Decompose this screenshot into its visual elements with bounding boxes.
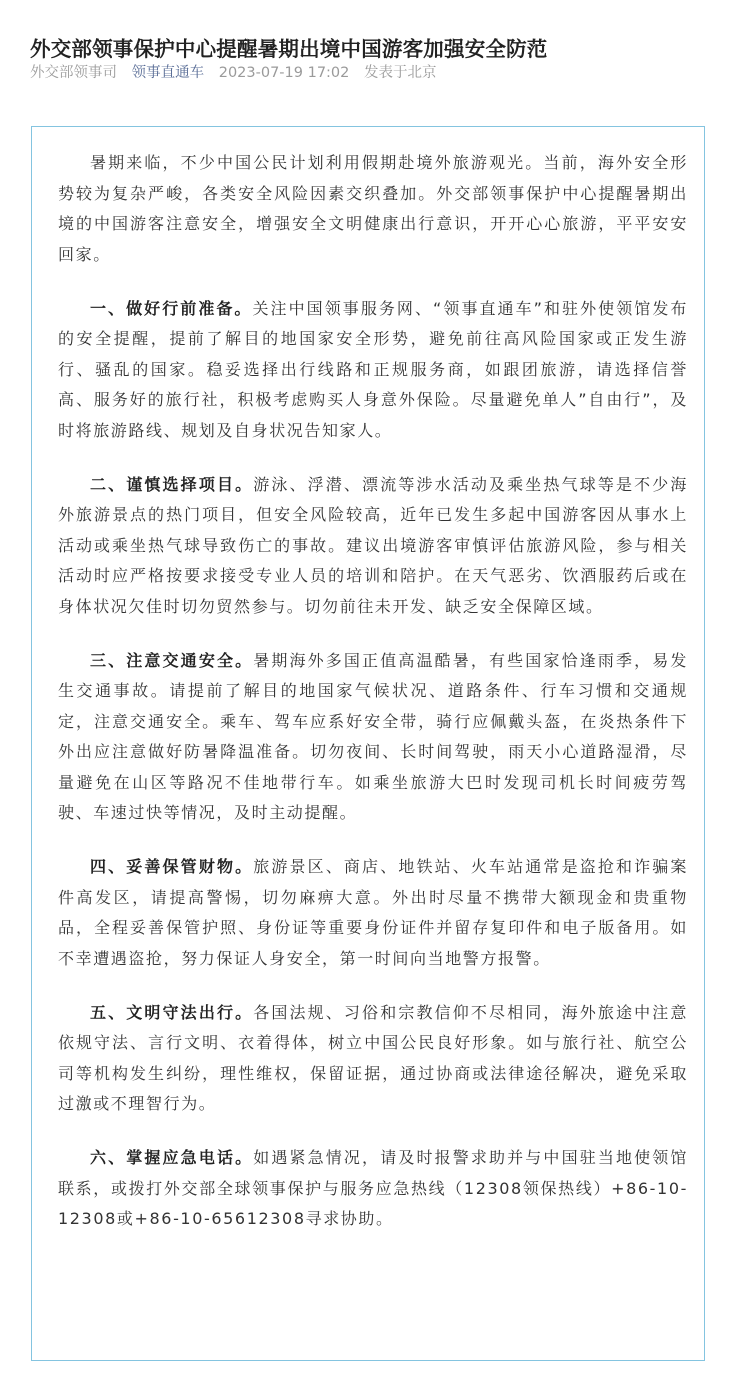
section-text: 关注中国领事服务网、“领事直通车”和驻外使领馆发布的安全提醒，提前了解目的地国家安全形势，避免前往高风险国家或正发生游行、骚乱的国家。稳妥选择出行线路和正规服务商，如跟团旅游，请选择信誉高、服务好的旅行社，积极考虑购买人身意外保险。尽量避免单人”自由行”，及时将旅游路线、规划及自身状况告知家人。 [58,298,688,440]
publish-datetime: 2023-07-19 17:02 [218,65,350,81]
section-paragraph [58,646,688,829]
section-text: 游泳、浮潜、漂流等涉水活动及乘坐热气球等是不少海外旅游景点的热门项目，但安全风险较高，近年已发生多起中国游客因从事水上活动或乘坐热气球导致伤亡的事故。建议出境游客审慎评估旅游风险，参与相关活动时应严格按要求接受专业人员的培训和陪护。在天气恶劣、饮酒服药后或在身体状况欠佳时切勿贸然参与。切勿前往未开发、缺乏安全保障区域。 [58,474,688,616]
article-body [58,148,688,1258]
section-heading: 六、掌握应急电话。 [90,1148,254,1167]
section-text: 旅游景区、商店、地铁站、火车站通常是盗抢和诈骗案件高发区，请提高警惕，切勿麻痹大意。外出时尽量不携带大额现金和贵重物品，全程妥善保管护照、身份证等重要身份证件并留存复印件和电子版备用。如不幸遭遇盗抢，努力保证人身安全，第一时间向当地警方报警。 [58,857,688,968]
account-name-link[interactable]: 领事直通车 [131,65,205,81]
section-paragraph [58,1143,688,1235]
section-heading: 三、注意交通安全。 [90,650,254,670]
section-heading: 五、文明守法出行。 [90,1002,254,1022]
section-heading: 二、谨慎选择项目。 [90,474,254,494]
publish-location: 发表于北京 [364,65,437,81]
section-paragraph [58,470,688,623]
section-paragraph [58,852,688,974]
section-text: 暑期海外多国正值高温酷暑，有些国家恰逢雨季，易发生交通事故。请提前了解目的地国家气候状况、道路条件、行车习惯和交通规定，注意交通安全。乘车、驾车应系好安全带，骑行应佩戴头盔，在炎热条件下外出应注意做好防暑降温准备。切勿夜间、长时间驾驶，雨天小心道路湿滑，尽量避免在山区等路况不佳地带行车。如乘坐旅游大巴时发现司机长时间疲劳驾驶、车速过快等情况，及时主动提醒。 [58,650,688,822]
article-meta [30,62,447,84]
section-heading: 一、做好行前准备。 [90,298,253,318]
article-title: 外交部领事保护中心提醒暑期出境中国游客加强安全防范 [30,36,548,61]
intro-paragraph: 暑期来临，不少中国公民计划利用假期赴境外旅游观光。当前，海外安全形势较为复杂严峻，各类安全风险因素交织叠加。外交部领事保护中心提醒暑期出境的中国游客注意安全，增强安全文明健康出行意识，开开心心旅游，平平安安回家。 [58,153,688,264]
section-heading: 四、妥善保管财物。 [90,857,254,876]
section-text: 如遇紧急情况，请及时报警求助并与中国驻当地使领馆联系，或拨打外交部全球领事保护与服务应急热线（12308领保热线）+86-10-12308或+86-10-65612308寻求协助。 [58,1148,688,1228]
section-paragraph [58,998,688,1120]
section-paragraph [58,294,688,447]
source-name: 外交部领事司 [30,65,117,81]
section-text: 各国法规、习俗和宗教信仰不尽相同，海外旅途中注意依规守法、言行文明、衣着得体，树立中国公民良好形象。如与旅行社、航空公司等机构发生纠纷，理性维权，保留证据，通过协商或法律途径解决，避免采取过激或不理智行为。 [58,1002,688,1113]
